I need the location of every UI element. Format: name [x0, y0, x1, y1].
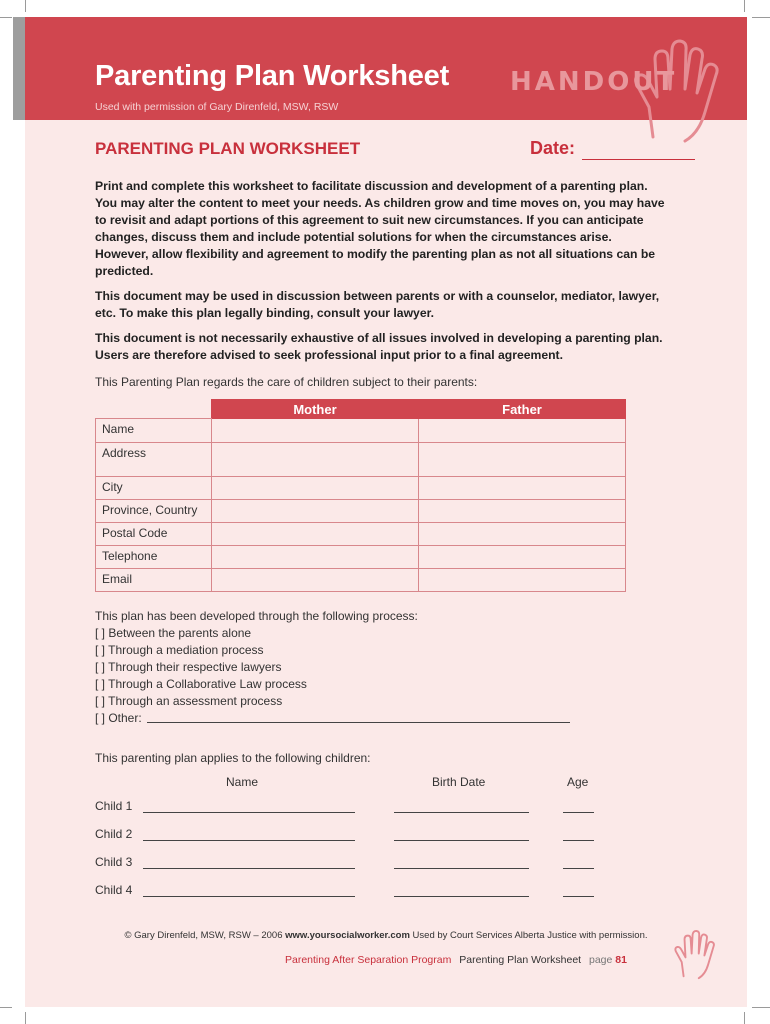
table-row	[96, 443, 626, 477]
mother-province-cell[interactable]	[212, 500, 419, 523]
father-city-cell[interactable]	[419, 477, 626, 500]
copyright-text: © Gary Direnfeld, MSW, RSW – 2006	[124, 930, 283, 941]
mother-name-cell[interactable]	[212, 419, 419, 443]
child-3-birth-field[interactable]	[394, 868, 529, 869]
mother-city-cell[interactable]	[212, 477, 419, 500]
other-process-field[interactable]	[147, 722, 570, 723]
crop-mark	[25, 1012, 26, 1024]
usage-paragraph: This document may be used in discussion between parents or with a counselor, mediator, lawyer, etc. To make this plan legally binding, consult your lawyer.	[95, 289, 660, 320]
child-4-name-field[interactable]	[143, 896, 355, 897]
mother-email-cell[interactable]	[212, 569, 419, 592]
table-row	[96, 523, 626, 546]
header-banner	[25, 17, 747, 120]
child-1-name-field[interactable]	[143, 812, 355, 813]
crop-mark	[0, 1007, 12, 1008]
row-label: Province, Country	[96, 500, 212, 523]
child-2-name-field[interactable]	[143, 840, 355, 841]
row-label: Email	[96, 569, 212, 592]
bleed-bar	[13, 17, 25, 120]
table-row	[96, 546, 626, 569]
intro-paragraph: Print and complete this worksheet to facilitate discussion and development of a parenting plan. You may alter the content to meet your needs. As children grow and time moves on, you may have to revisit and adapt portions of this agreement to suit new circumstances. If you can anticipate changes, discuss them and include potential solutions for when the circumstances arise. However, allow flexibility and agreement to modify the parenting plan as not all situations can be predicted.	[95, 179, 665, 278]
program-name: Parenting After Separation Program	[285, 954, 452, 966]
children-intro: This parenting plan applies to the following children:	[95, 751, 371, 765]
father-postal-cell[interactable]	[419, 523, 626, 546]
parents-table	[95, 399, 626, 592]
child-3-label: Child 3	[95, 855, 133, 869]
process-option-assessment[interactable]: [ ] Through an assessment process	[95, 694, 283, 708]
table-row	[96, 477, 626, 500]
crop-mark	[752, 17, 770, 18]
page-title: Parenting Plan Worksheet	[95, 60, 450, 92]
handout-label: HANDOUT	[510, 67, 678, 97]
father-telephone-cell[interactable]	[419, 546, 626, 569]
age-header: Age	[567, 775, 589, 789]
process-option-lawyers[interactable]: [ ] Through their respective lawyers	[95, 660, 282, 674]
row-label: Telephone	[96, 546, 212, 569]
hand-outline-icon	[670, 929, 718, 981]
father-province-cell[interactable]	[419, 500, 626, 523]
crop-mark	[752, 1007, 770, 1008]
child-1-birth-field[interactable]	[394, 812, 529, 813]
child-1-age-field[interactable]	[563, 812, 594, 813]
crop-mark	[0, 17, 12, 18]
mother-address-cell[interactable]	[212, 443, 419, 477]
child-name-header: Name	[226, 775, 259, 789]
page-label: page	[589, 954, 613, 966]
father-column-header: Father	[419, 400, 626, 419]
row-label: Address	[96, 443, 212, 477]
process-option-other[interactable]: [ ] Other:	[95, 711, 142, 725]
section-heading: PARENTING PLAN WORKSHEET	[95, 139, 361, 158]
birth-date-header: Birth Date	[432, 775, 486, 789]
mother-postal-cell[interactable]	[212, 523, 419, 546]
crop-mark	[744, 0, 745, 12]
disclaimer-paragraph: This document is not necessarily exhaustive of all issues involved in developing a parenting plan. Users are therefore advised to seek professional input prior to a final agreement.	[95, 331, 663, 362]
running-footer	[285, 954, 627, 966]
mother-column-header: Mother	[212, 400, 419, 419]
permission-text: Used by Court Services Alberta Justice with permission.	[412, 930, 648, 941]
father-address-cell[interactable]	[419, 443, 626, 477]
process-option-mediation[interactable]: [ ] Through a mediation process	[95, 643, 264, 657]
mother-telephone-cell[interactable]	[212, 546, 419, 569]
worksheet-page	[25, 17, 747, 1007]
father-name-cell[interactable]	[419, 419, 626, 443]
child-1-label: Child 1	[95, 799, 133, 813]
child-2-birth-field[interactable]	[394, 840, 529, 841]
page-number: 81	[615, 954, 627, 966]
child-3-name-field[interactable]	[143, 868, 355, 869]
child-4-label: Child 4	[95, 883, 133, 897]
child-4-birth-field[interactable]	[394, 896, 529, 897]
child-3-age-field[interactable]	[563, 868, 594, 869]
regards-text: This Parenting Plan regards the care of children subject to their parents:	[95, 375, 478, 389]
crop-mark	[744, 1012, 745, 1024]
row-label: Postal Code	[96, 523, 212, 546]
crop-mark	[25, 0, 26, 12]
child-2-age-field[interactable]	[563, 840, 594, 841]
website-link[interactable]: www.yoursocialworker.com	[285, 930, 410, 941]
process-option-parents[interactable]: [ ] Between the parents alone	[95, 626, 252, 640]
child-2-label: Child 2	[95, 827, 133, 841]
worksheet-name: Parenting Plan Worksheet	[459, 954, 582, 966]
row-label: Name	[96, 419, 212, 443]
table-row	[96, 569, 626, 592]
table-row	[96, 500, 626, 523]
child-4-age-field[interactable]	[563, 896, 594, 897]
copyright-note	[25, 930, 747, 941]
row-label: City	[96, 477, 212, 500]
date-label: Date:	[530, 138, 576, 158]
date-field[interactable]	[582, 159, 695, 160]
process-option-collaborative[interactable]: [ ] Through a Collaborative Law process	[95, 677, 307, 691]
father-email-cell[interactable]	[419, 569, 626, 592]
permission-note: Used with permission of Gary Direnfeld, MSW, RSW	[95, 101, 339, 113]
process-intro: This plan has been developed through the following process:	[95, 609, 418, 623]
table-row	[96, 419, 626, 443]
